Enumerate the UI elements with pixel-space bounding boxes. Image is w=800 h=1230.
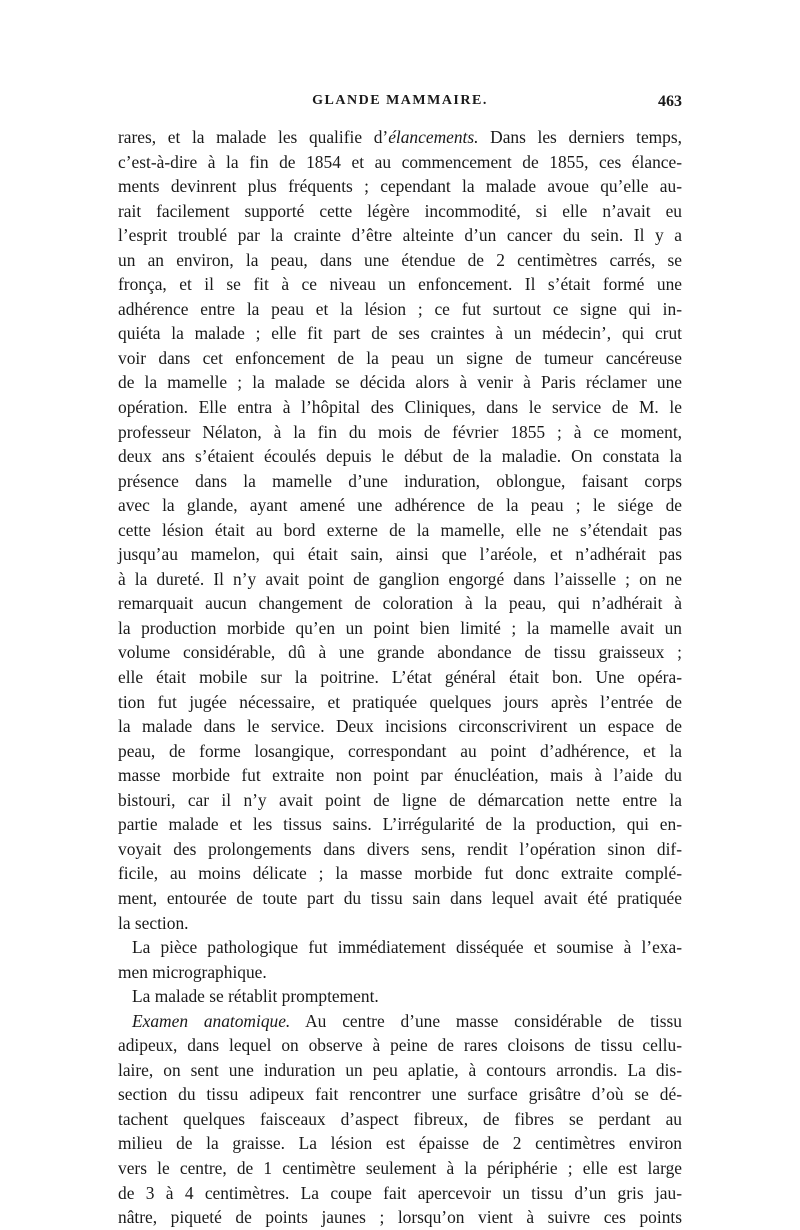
text-line: opération. Elle entra à l’hôpital des Cliniques, dans le service de M. le	[118, 397, 682, 418]
text-line: masse morbide fut extraite non point par énucléation, mais à l’aide du	[118, 765, 682, 786]
page-number: 463	[658, 93, 682, 110]
text-line: un an environ, la peau, dans une étendue de 2 centimètres carrés, se	[118, 249, 682, 270]
text-run: Au centre d’une masse considérable de tissu	[290, 1010, 682, 1031]
text-line: vers le centre, de 1 centimètre seulement à la périphérie ; elle est large	[118, 1157, 682, 1178]
text-line: voir dans cet enfoncement de la peau un signe de tumeur cancéreuse	[118, 347, 682, 368]
text-line: la malade dans le service. Deux incisions circonscrivirent un espace de	[118, 716, 682, 737]
text-line: la production morbide qu’en un point bien limité ; la mamelle avait un	[118, 617, 682, 638]
text-line	[118, 125, 682, 150]
text-line: elle était mobile sur la poitrine. L’état général était bon. Une opéra-	[118, 667, 682, 688]
text-line: men micrographique.	[118, 961, 267, 982]
text-line: jusqu’au mamelon, qui était sain, ainsi que l’aréole, et n’adhérait pas	[118, 544, 682, 565]
text-line: peau, de forme losangique, correspondant au point d’adhérence, et la	[118, 740, 682, 761]
text-line: ment, entourée de toute part du tissu sain dans lequel avait été pratiquée	[118, 887, 682, 908]
text-line: de 3 à 4 centimètres. La coupe fait apercevoir un tissu d’un gris jau-	[118, 1182, 682, 1203]
text-line: bistouri, car il n’y avait point de ligne de démarcation nette entre la	[118, 789, 682, 810]
text-line: deux ans s’étaient écoulés depuis le début de la maladie. On constata la	[118, 446, 682, 467]
text-line: volume considérable, dû à une grande abondance de tissu graisseux ;	[118, 642, 682, 663]
text-line: adipeux, dans lequel on observe à peine de rares cloisons de tissu cellu-	[118, 1035, 682, 1056]
text-line: partie malade et les tissus sains. L’irrégularité de la production, qui en-	[118, 814, 682, 835]
body-text	[118, 125, 682, 1230]
running-title: GLANDE MAMMAIRE.	[312, 93, 488, 108]
text-line: rait facilement supporté cette légère incommodité, si elle n’avait eu	[118, 200, 682, 221]
text-line: c’est-à-dire à la fin de 1854 et au commencement de 1855, ces élance-	[118, 151, 682, 172]
text-line: tachent quelques faisceaux d’aspect fibreux, de fibres se perdant au	[118, 1108, 682, 1129]
text-line	[118, 1009, 682, 1034]
text-line: avec la glande, ayant amené une adhérence de la peau ; le siége de	[118, 495, 682, 516]
italic-term: Examen anatomique.	[132, 1010, 291, 1031]
italic-term: élancements.	[388, 127, 479, 147]
text-line: de la mamelle ; la malade se décida alors à venir à Paris réclamer une	[118, 372, 682, 393]
text-line: fronça, et il se fit à ce niveau un enfoncement. Il s’était formé une	[118, 274, 682, 295]
text-line: à la dureté. Il n’y avait point de ganglion engorgé dans l’aisselle ; on ne	[118, 568, 682, 589]
text-line: La pièce pathologique fut immédiatement disséquée et soumise à l’exa-	[132, 937, 682, 958]
text-line: remarquait aucun changement de coloration à la peau, qui n’adhérait à	[118, 593, 682, 614]
text-line: La malade se rétablit promptement.	[132, 986, 379, 1007]
running-head	[118, 93, 682, 117]
text-line: présence dans la mamelle d’une induration, oblongue, faisant corps	[118, 470, 682, 491]
text-line: ficile, au moins délicate ; la masse morbide fut donc extraite complé-	[118, 863, 682, 884]
text-line: ments devinrent plus fréquents ; cependant la malade avoue qu’elle au-	[118, 176, 682, 197]
text-line: laire, on sent une induration un peu aplatie, à contours arrondis. La dis-	[118, 1059, 682, 1080]
text-run: Dans les derniers temps,	[478, 127, 682, 147]
text-line: tion fut jugée nécessaire, et pratiquée quelques jours après l’entrée de	[118, 691, 682, 712]
text-line: quiéta la malade ; elle fit part de ses craintes à un médecin’, qui crut	[118, 323, 682, 344]
text-line: cette lésion était au bord externe de la mamelle, elle ne s’étendait pas	[118, 519, 682, 540]
text-line: nâtre, piqueté de points jaunes ; lorsqu’on vient à suivre ces points	[118, 1207, 682, 1228]
text-line: adhérence entre la peau et la lésion ; ce fut surtout ce signe qui in-	[118, 298, 682, 319]
text-line: section du tissu adipeux fait rencontrer une surface grisâtre d’où se dé-	[118, 1084, 682, 1105]
text-run: rares, et la malade les qualifie d’	[118, 127, 389, 147]
text-line: milieu de la graisse. La lésion est épaisse de 2 centimètres environ	[118, 1133, 682, 1154]
text-line: la section.	[118, 912, 189, 933]
text-line: voyait des prolongements dans divers sens, rendit l’opération sinon dif-	[118, 838, 682, 859]
text-line: l’esprit troublé par la crainte d’être alteinte d’un cancer du sein. Il y a	[118, 225, 682, 246]
text-line: professeur Nélaton, à la fin du mois de février 1855 ; à ce moment,	[118, 421, 682, 442]
